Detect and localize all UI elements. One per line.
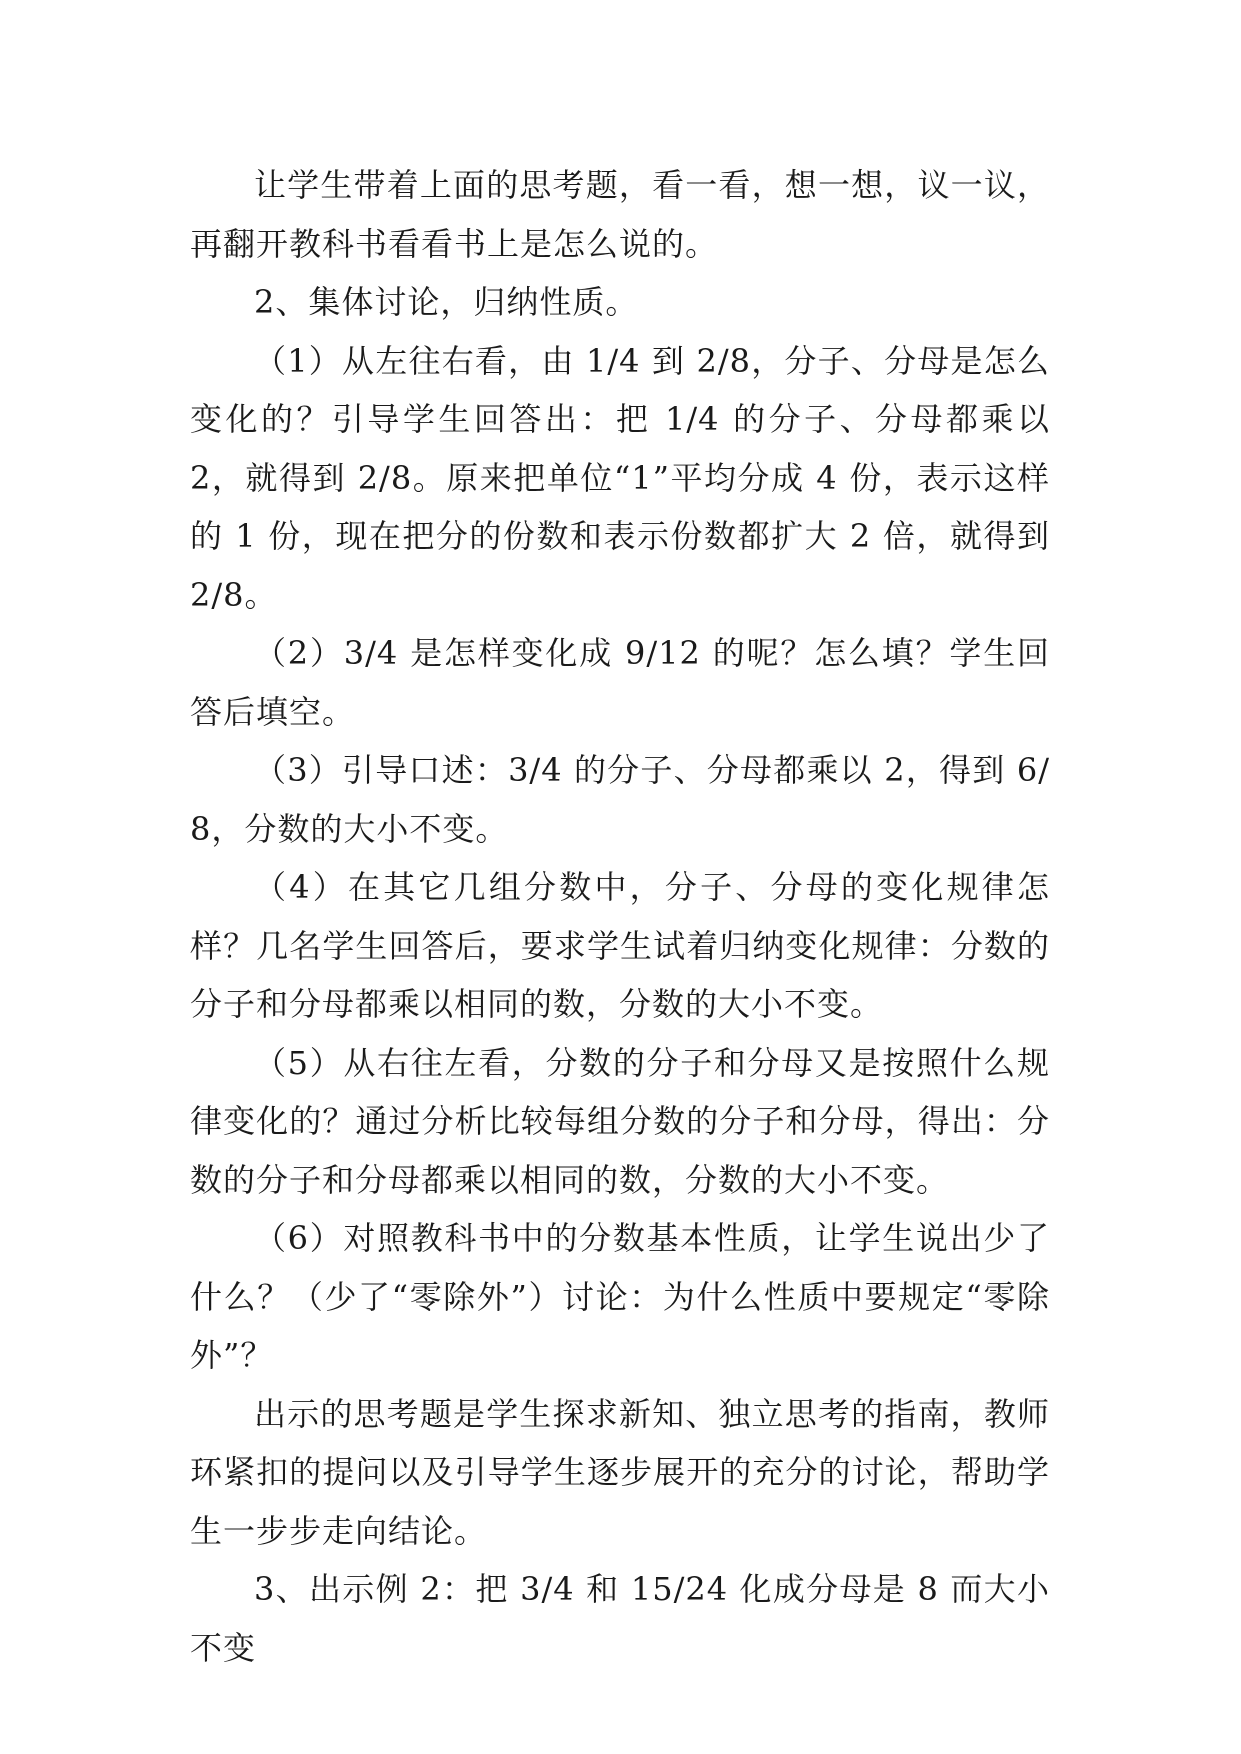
paragraph-6: （4）在其它几组分数中，分子、分母的变化规律怎样？几名学生回答后，要求学生试着归纳变化规律：分数的分子和分母都乘以相同的数，分数的大小不变。 (190, 868, 1050, 1023)
paragraph-7: （5）从右往左看，分数的分子和分母又是按照什么规律变化的？通过分析比较每组分数的分子和分母，得出：分数的分子和分母都乘以相同的数，分数的大小不变。 (190, 1043, 1050, 1199)
paragraph-10: 3、出示例 2：把 3/4 和 15/24 化成分母是 8 而大小不变 (190, 1570, 1050, 1667)
paragraph-8: （6）对照教科书中的分数基本性质，让学生说出少了什么？（少了“零除外”）讨论：为什么性质中要规定“零除外”？ (190, 1219, 1050, 1374)
paragraph-1: 让学生带着上面的思考题，看一看，想一想，议一议，再翻开教科书看看书上是怎么说的。 (190, 166, 1050, 263)
document-body (190, 156, 1050, 1677)
paragraph-9: 出示的思考题是学生探求新知、独立思考的指南，教师环紧扣的提问以及引导学生逐步展开的充分的讨论，帮助学生一步步走向结论。 (190, 1394, 1050, 1550)
paragraph-5: （3）引导口述：3/4 的分子、分母都乘以 2，得到 6/8，分数的大小不变。 (190, 751, 1050, 848)
paragraph-3: （1）从左往右看，由 1/4 到 2/8，分子、分母是怎么变化的？引导学生回答出：把 1/4 的分子、分母都乘以 2，就得到 2/8。原来把单位“1”平均分成 4 份，表示这样的 1 份，现在把分的份数和表示份数都扩大 2 倍，就得到 2/8。 (190, 341, 1050, 614)
paragraph-2: 2、集体讨论，归纳性质。 (254, 283, 639, 321)
paragraph-4: （2）3/4 是怎样变化成 9/12 的呢？怎么填？学生回答后填空。 (190, 634, 1050, 731)
